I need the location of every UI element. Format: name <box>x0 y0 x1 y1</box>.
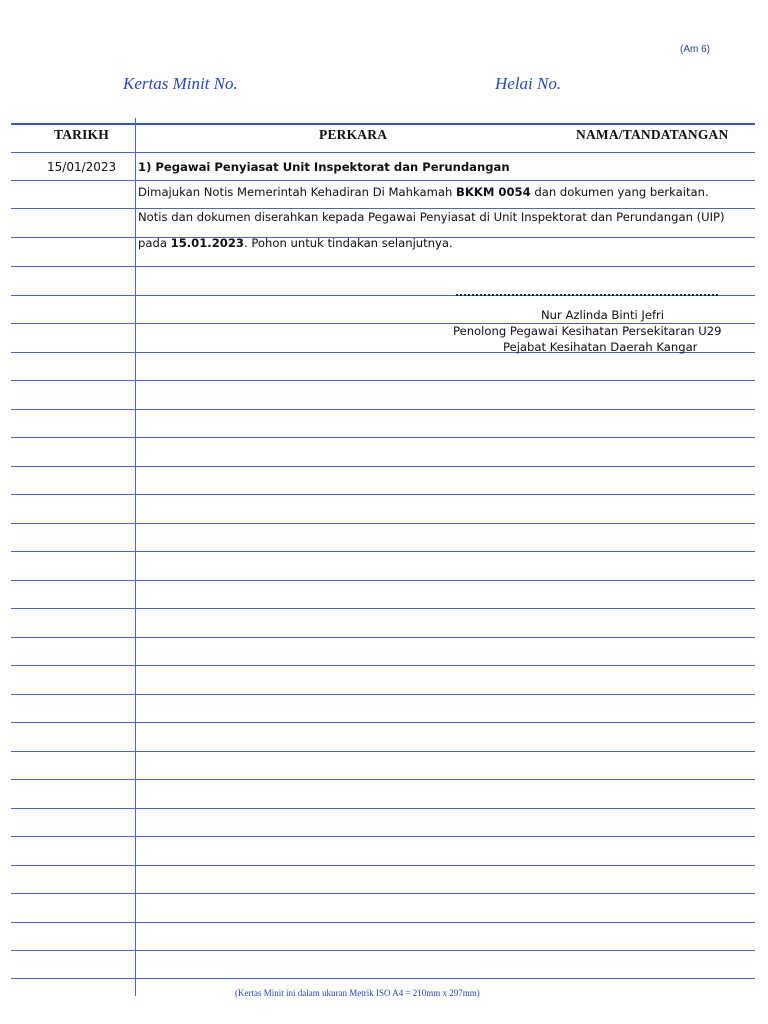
column-header-tarikh: TARIKH <box>54 127 109 142</box>
header-top-rule <box>11 123 755 125</box>
ruled-line <box>11 808 755 809</box>
footer-note: (Kertas Minit ini dalam ukuran Metrik ISO A4 = 210mm x 297mm) <box>235 988 480 998</box>
ruled-line <box>11 779 755 780</box>
ruled-line <box>11 208 755 209</box>
ruled-line <box>11 836 755 837</box>
ruled-line <box>11 722 755 723</box>
reference-number: BKKM 0054 <box>456 185 531 199</box>
ruled-line <box>11 637 755 638</box>
entry-line-3 <box>138 236 453 250</box>
ruled-line <box>11 437 755 438</box>
entry-date: 15/01/2023 <box>47 160 117 174</box>
ruled-line <box>11 523 755 524</box>
ruled-line <box>11 380 755 381</box>
signatory-office: Pejabat Kesihatan Daerah Kangar <box>503 340 698 354</box>
entry-line-1-pre: Dimajukan Notis Memerintah Kehadiran Di Mahkamah <box>138 185 457 199</box>
ruled-line <box>11 865 755 866</box>
ruled-line <box>11 266 755 267</box>
date-column-divider <box>135 118 136 996</box>
column-header-perkara: PERKARA <box>319 127 388 142</box>
ruled-line <box>11 893 755 894</box>
signatory-name: Nur Azlinda Binti Jefri <box>541 308 665 322</box>
entry-line-1-post: dan dokumen yang berkaitan. <box>530 185 709 199</box>
helai-label: Helai No. <box>495 74 562 93</box>
ruled-line <box>11 180 755 181</box>
ruled-line <box>11 922 755 923</box>
ruled-line <box>11 551 755 552</box>
entry-line-3-pre: pada <box>138 236 171 250</box>
ruled-line <box>11 978 755 979</box>
entry-line-2: Notis dan dokumen diserahkan kepada Pegawai Penyiasat di Unit Inspektorat dan Perundangan (UIP) <box>138 210 725 224</box>
column-header-nama: NAMA/TANDATANGAN <box>576 127 729 142</box>
entry-line-3-post: . Pohon untuk tindakan selanjutnya. <box>243 236 453 250</box>
kertas-minit-label: Kertas Minit No. <box>123 74 238 93</box>
ruled-line <box>11 608 755 609</box>
ruled-line <box>11 751 755 752</box>
ruled-line <box>11 950 755 951</box>
handover-date: 15.01.2023 <box>170 236 244 250</box>
entry-title: 1) Pegawai Penyiasat Unit Inspektorat dan Perundangan <box>138 160 510 174</box>
header-bottom-rule <box>11 152 755 153</box>
signature-dotted-line <box>456 282 718 296</box>
ruled-line <box>11 580 755 581</box>
entry-line-1 <box>138 185 709 199</box>
ruled-line <box>11 494 755 495</box>
ruled-line <box>11 665 755 666</box>
signatory-title: Penolong Pegawai Kesihatan Persekitaran U29 <box>453 324 722 338</box>
ruled-line <box>11 466 755 467</box>
ruled-line <box>11 694 755 695</box>
ruled-line <box>11 409 755 410</box>
form-code: (Am 6) <box>680 44 710 55</box>
